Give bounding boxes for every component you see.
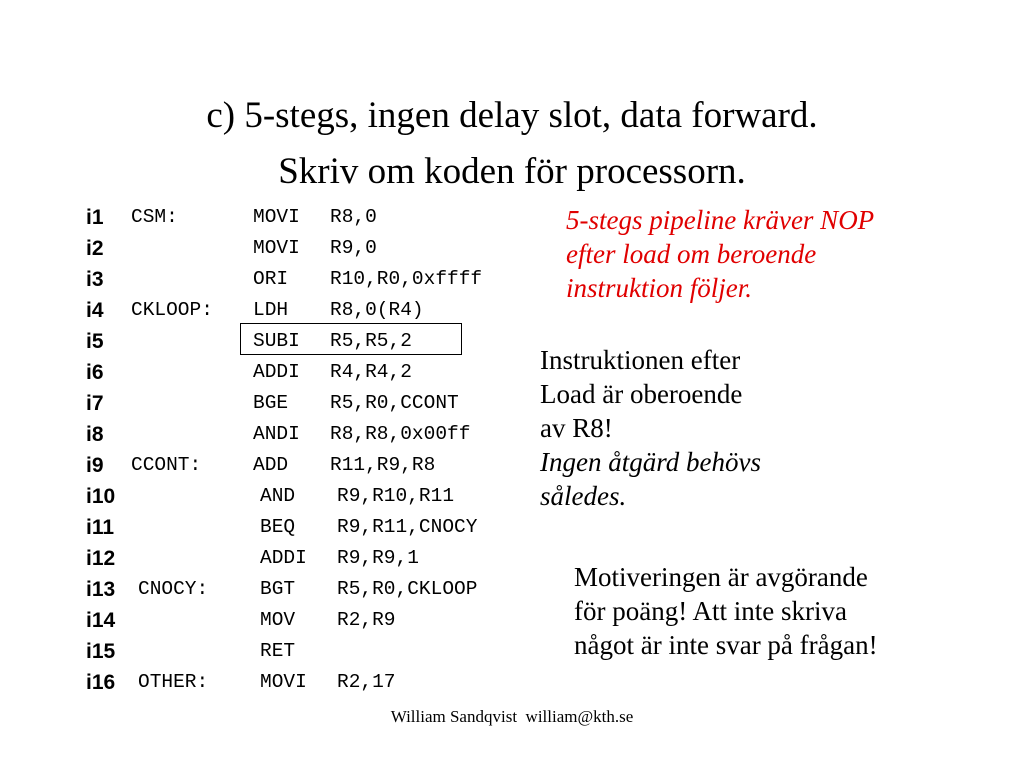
code-operands: R9,0 [330,237,377,259]
motivation-note [574,560,878,662]
instruction-number: i8 [86,423,104,446]
note-line: Ingen åtgärd behövs [540,447,761,477]
code-opcode: ADDI [253,361,300,383]
code-operands: R8,R8,0x00ff [330,423,471,445]
independence-note [540,343,761,513]
code-label: CSM: [131,206,178,228]
code-opcode: MOVI [260,671,307,693]
code-opcode: MOV [260,609,296,631]
instruction-number: i11 [86,516,115,539]
code-opcode: BEQ [260,516,296,538]
slide-title [0,88,1024,200]
code-operands: R2,R9 [337,609,396,631]
instruction-number: i1 [86,206,104,229]
note-line: Motiveringen är avgörande [574,562,868,592]
instruction-number: i12 [86,547,116,570]
note-line: 5-stegs pipeline kräver NOP [566,205,875,235]
note-line: för poäng! Att inte skriva [574,596,847,626]
code-opcode: BGT [260,578,296,600]
instruction-number: i9 [86,454,104,477]
code-opcode: ANDI [253,423,300,445]
title-line-1: c) 5-stegs, ingen delay slot, data forward. [206,95,818,136]
instruction-number: i14 [86,609,116,632]
code-opcode: MOVI [253,237,300,259]
code-operands: R8,0(R4) [330,299,424,321]
note-line: efter load om beroende [566,239,817,269]
highlight-box [240,323,462,355]
note-line: instruktion följer. [566,273,753,303]
code-opcode: MOVI [253,206,300,228]
instruction-number: i10 [86,485,116,508]
code-operands: R11,R9,R8 [330,454,436,476]
code-operands: R5,R0,CCONT [330,392,459,414]
instruction-number: i13 [86,578,116,601]
code-opcode: ORI [253,268,289,290]
note-line: således. [540,481,627,511]
code-operands: R9,R10,R11 [337,485,455,507]
instruction-number: i15 [86,640,116,663]
code-operands: R9,R11,CNOCY [337,516,478,538]
code-opcode: LDH [253,299,289,321]
code-opcode: ADDI [260,547,307,569]
note-line: något är inte svar på frågan! [574,630,878,660]
instruction-number: i5 [86,330,104,353]
code-opcode: SUBI [253,330,300,352]
code-label: CNOCY: [138,578,209,600]
code-operands: R9,R9,1 [337,547,419,569]
instruction-number: i6 [86,361,104,384]
code-operands: R5,R5,2 [330,330,412,352]
instruction-number: i3 [86,268,104,291]
note-line: Load är oberoende [540,379,743,409]
instruction-number: i16 [86,671,116,694]
note-line: av R8! [540,413,613,443]
code-opcode: AND [260,485,296,507]
instruction-number: i7 [86,392,104,415]
slide-footer: William Sandqvist william@kth.se [390,707,634,726]
code-operands: R5,R0,CKLOOP [337,578,478,600]
title-line-2: Skriv om koden för processorn. [278,151,746,192]
code-operands: R4,R4,2 [330,361,412,383]
instruction-number: i4 [86,299,104,322]
code-opcode: RET [260,640,296,662]
code-opcode: ADD [253,454,289,476]
code-operands: R2,17 [337,671,396,693]
code-label: CKLOOP: [131,299,213,321]
code-opcode: BGE [253,392,289,414]
instruction-number: i2 [86,237,104,260]
code-label: OTHER: [138,671,209,693]
note-line: Instruktionen efter [540,345,741,375]
code-operands: R8,0 [330,206,377,228]
code-label: CCONT: [131,454,202,476]
pipeline-note [566,203,874,305]
code-operands: R10,R0,0xffff [330,268,483,290]
